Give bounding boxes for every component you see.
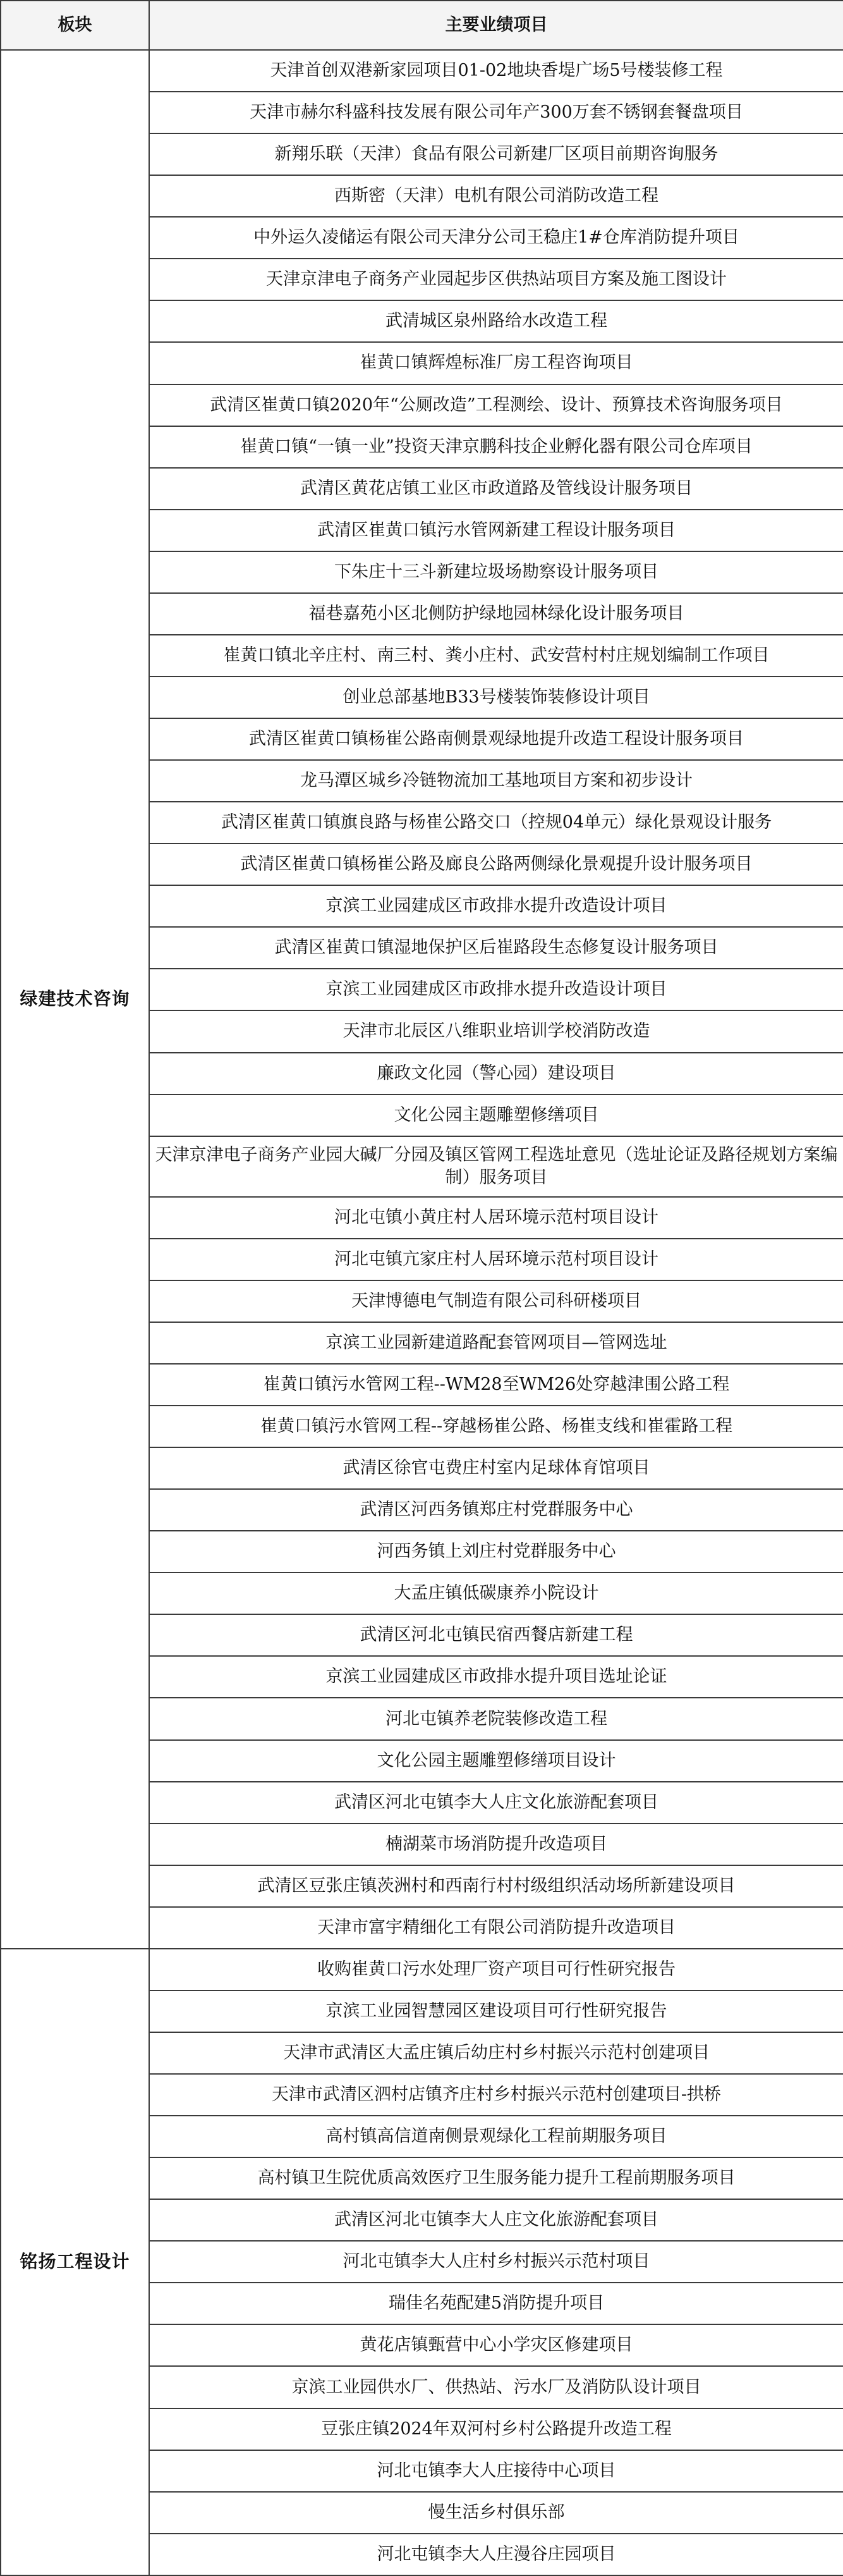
project-cell: 河北屯镇李大人庄村乡村振兴示范村项目 xyxy=(149,2241,843,2283)
table-row xyxy=(1,1949,843,1990)
project-cell: 新翔乐联（天津）食品有限公司新建厂区项目前期咨询服务 xyxy=(149,133,843,175)
project-cell: 京滨工业园智慧园区建设项目可行性研究报告 xyxy=(149,1990,843,2032)
project-cell: 河北屯镇李大人庄接待中心项目 xyxy=(149,2450,843,2492)
project-cell: 武清区崔黄口镇2020年“公厕改造”工程测绘、设计、预算技术咨询服务项目 xyxy=(149,384,843,426)
project-cell: 天津市赫尔科盛科技发展有限公司年产300万套不锈钢套餐盘项目 xyxy=(149,92,843,133)
project-cell: 京滨工业园新建道路配套管网项目—管网选址 xyxy=(149,1322,843,1364)
project-cell: 收购崔黄口污水处理厂资产项目可行性研究报告 xyxy=(149,1949,843,1990)
project-cell: 天津市富宇精细化工有限公司消防提升改造项目 xyxy=(149,1907,843,1949)
category-cell: 绿建技术咨询 xyxy=(1,50,149,1949)
project-cell: 文化公园主题雕塑修缮项目设计 xyxy=(149,1740,843,1782)
project-cell: 豆张庄镇2024年双河村乡村公路提升改造工程 xyxy=(149,2408,843,2450)
projects-column-header: 主要业绩项目 xyxy=(149,1,843,50)
category-column-header: 板块 xyxy=(1,1,149,50)
project-cell: 崔黄口镇污水管网工程--WM28至WM26处穿越津围公路工程 xyxy=(149,1364,843,1406)
project-cell: 瑞佳名苑配建5消防提升项目 xyxy=(149,2283,843,2324)
project-cell: 武清区河西务镇郑庄村党群服务中心 xyxy=(149,1489,843,1531)
project-cell: 武清区崔黄口镇污水管网新建工程设计服务项目 xyxy=(149,510,843,551)
project-cell: 廉政文化园（警心园）建设项目 xyxy=(149,1053,843,1095)
project-cell: 天津市武清区大孟庄镇后幼庄村乡村振兴示范村创建项目 xyxy=(149,2032,843,2074)
project-cell: 武清区豆张庄镇茨洲村和西南行村村级组织活动场所新建设项目 xyxy=(149,1865,843,1907)
project-cell: 龙马潭区城乡冷链物流加工基地项目方案和初步设计 xyxy=(149,760,843,802)
project-cell: 武清区黄花店镇工业区市政道路及管线设计服务项目 xyxy=(149,468,843,510)
project-cell: 河北屯镇养老院装修改造工程 xyxy=(149,1698,843,1739)
project-cell: 京滨工业园建成区市政排水提升改造设计项目 xyxy=(149,969,843,1010)
project-cell: 天津市北辰区八维职业培训学校消防改造 xyxy=(149,1010,843,1052)
project-cell: 福巷嘉苑小区北侧防护绿地园林绿化设计服务项目 xyxy=(149,593,843,635)
project-cell: 武清区河北屯镇民宿西餐店新建工程 xyxy=(149,1614,843,1656)
project-cell: 西斯密（天津）电机有限公司消防改造工程 xyxy=(149,175,843,217)
project-cell: 崔黄口镇北辛庄村、南三村、粪小庄村、武安营村村庄规划编制工作项目 xyxy=(149,635,843,677)
project-cell: 河西务镇上刘庄村党群服务中心 xyxy=(149,1531,843,1573)
project-cell: 武清城区泉州路给水改造工程 xyxy=(149,300,843,342)
project-cell: 天津京津电子商务产业园大碱厂分园及镇区管网工程选址意见（选址论证及路径规划方案编制）服务项目 xyxy=(149,1136,843,1197)
project-cell: 崔黄口镇污水管网工程--穿越杨崔公路、杨崔支线和崔霍路工程 xyxy=(149,1406,843,1447)
project-cell: 京滨工业园建成区市政排水提升改造设计项目 xyxy=(149,885,843,927)
project-cell: 慢生活乡村俱乐部 xyxy=(149,2492,843,2534)
project-cell: 楠湖菜市场消防提升改造项目 xyxy=(149,1824,843,1865)
project-cell: 武清区徐官屯费庄村室内足球体育馆项目 xyxy=(149,1447,843,1489)
project-cell: 武清区崔黄口镇旗良路与杨崔公路交口（控规04单元）绿化景观设计服务 xyxy=(149,802,843,843)
project-cell: 下朱庄十三斗新建垃圾场勘察设计服务项目 xyxy=(149,551,843,593)
project-cell: 天津首创双港新家园项目01-02地块香堤广场5号楼装修工程 xyxy=(149,50,843,92)
table-body xyxy=(1,50,843,2575)
project-cell: 天津京津电子商务产业园起步区供热站项目方案及施工图设计 xyxy=(149,259,843,300)
project-cell: 武清区崔黄口镇杨崔公路南侧景观绿地提升改造工程设计服务项目 xyxy=(149,718,843,760)
project-cell: 文化公园主题雕塑修缮项目 xyxy=(149,1095,843,1136)
project-cell: 黄花店镇甄营中心小学灾区修建项目 xyxy=(149,2324,843,2366)
project-cell: 高村镇卫生院优质高效医疗卫生服务能力提升工程前期服务项目 xyxy=(149,2157,843,2199)
project-cell: 创业总部基地B33号楼装饰装修设计项目 xyxy=(149,677,843,718)
project-cell: 河北屯镇小黄庄村人居环境示范村项目设计 xyxy=(149,1197,843,1239)
project-cell: 武清区崔黄口镇杨崔公路及廊良公路两侧绿化景观提升设计服务项目 xyxy=(149,843,843,885)
project-cell: 京滨工业园供水厂、供热站、污水厂及消防队设计项目 xyxy=(149,2366,843,2408)
project-cell: 京滨工业园建成区市政排水提升项目选址论证 xyxy=(149,1656,843,1698)
project-cell: 天津博德电气制造有限公司科研楼项目 xyxy=(149,1280,843,1322)
project-cell: 高村镇高信道南侧景观绿化工程前期服务项目 xyxy=(149,2116,843,2157)
table-row xyxy=(1,50,843,92)
project-cell: 武清区崔黄口镇湿地保护区后崔路段生态修复设计服务项目 xyxy=(149,927,843,969)
project-cell: 崔黄口镇辉煌标准厂房工程咨询项目 xyxy=(149,342,843,384)
table-header-row xyxy=(1,1,843,50)
project-cell: 大孟庄镇低碳康养小院设计 xyxy=(149,1573,843,1614)
project-cell: 河北屯镇李大人庄漫谷庄园项目 xyxy=(149,2534,843,2575)
project-cell: 河北屯镇亢家庄村人居环境示范村项目设计 xyxy=(149,1239,843,1280)
project-cell: 武清区河北屯镇李大人庄文化旅游配套项目 xyxy=(149,1782,843,1824)
project-cell: 武清区河北屯镇李大人庄文化旅游配套项目 xyxy=(149,2199,843,2241)
project-cell: 中外运久凌储运有限公司天津分公司王稳庄1#仓库消防提升项目 xyxy=(149,217,843,259)
project-cell: 天津市武清区泗村店镇齐庄村乡村振兴示范村创建项目-拱桥 xyxy=(149,2074,843,2116)
category-cell: 铭扬工程设计 xyxy=(1,1949,149,2575)
project-cell: 崔黄口镇“一镇一业”投资天津京鹏科技企业孵化器有限公司仓库项目 xyxy=(149,426,843,468)
